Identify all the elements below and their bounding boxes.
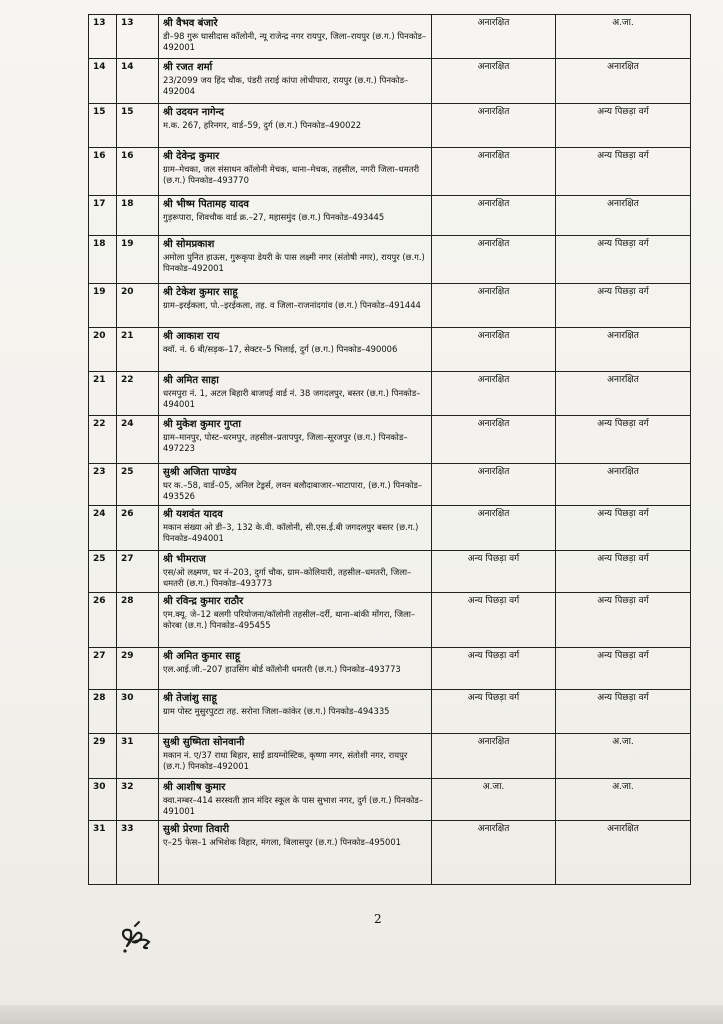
category-applied: अनारक्षित xyxy=(432,734,556,779)
name-address-cell xyxy=(159,690,432,734)
serial-number: 21 xyxy=(89,372,117,416)
category-selected: अन्य पिछड़ा वर्ग xyxy=(556,104,691,148)
category-applied: अनारक्षित xyxy=(432,284,556,328)
serial-number: 20 xyxy=(89,328,117,372)
candidate-address: मकान नं. ए/37 राधा बिहार, साईं डायग्नोस्टिक, कृष्णा नगर, संतोशी नगर, रायपुर (छ.ग.) पिनकोड–492001 xyxy=(163,749,408,771)
category-selected: अन्य पिछड़ा वर्ग xyxy=(556,506,691,551)
name-address-cell xyxy=(159,15,432,59)
category-applied: अनारक्षित xyxy=(432,236,556,284)
serial-number: 27 xyxy=(89,648,117,690)
candidate-address: क्वॉ. नं. 6 बी/सड़क–17, सेक्टर–5 भिलाई, दुर्ग (छ.ग.) पिनकोड–490006 xyxy=(163,343,398,354)
roll-number: 25 xyxy=(117,464,159,506)
serial-number: 17 xyxy=(89,196,117,236)
category-applied: अन्य पिछड़ा वर्ग xyxy=(432,593,556,648)
roll-number: 22 xyxy=(117,372,159,416)
candidate-name: श्री रविन्द्र कुमार राठौर xyxy=(163,596,244,607)
roll-number: 26 xyxy=(117,506,159,551)
category-applied: अनारक्षित xyxy=(432,148,556,196)
category-selected: अन्य पिछड़ा वर्ग xyxy=(556,690,691,734)
category-applied: अनारक्षित xyxy=(432,821,556,885)
roll-number: 21 xyxy=(117,328,159,372)
table-row xyxy=(89,104,691,148)
category-selected: अनारक्षित xyxy=(556,464,691,506)
candidate-name: श्री अमित कुमार साहू xyxy=(163,651,241,662)
serial-number: 28 xyxy=(89,690,117,734)
name-address-cell xyxy=(159,236,432,284)
roll-number: 20 xyxy=(117,284,159,328)
candidate-address: 23/2099 जय हिंद चौक, पंडरी तराई कांपा लोधीपारा, रायपुर (छ.ग.) पिनकोड–492004 xyxy=(163,74,409,96)
roll-number: 18 xyxy=(117,196,159,236)
category-applied: अ.जा. xyxy=(432,779,556,821)
roll-number: 28 xyxy=(117,593,159,648)
category-selected: अन्य पिछड़ा वर्ग xyxy=(556,284,691,328)
candidate-address: ग्राम–मानपुर, पोस्ट–धरमपुर, तहसील–प्रतापपुर, जिला–सूरजपुर (छ.ग.) पिनकोड– 497223 xyxy=(163,431,408,453)
category-selected: अनारक्षित xyxy=(556,372,691,416)
name-address-cell xyxy=(159,464,432,506)
category-selected: अन्य पिछड़ा वर्ग xyxy=(556,648,691,690)
table-row xyxy=(89,416,691,464)
name-address-cell xyxy=(159,104,432,148)
category-selected: अन्य पिछड़ा वर्ग xyxy=(556,593,691,648)
candidate-name: श्री अमित साहा xyxy=(163,375,219,386)
table-row xyxy=(89,236,691,284)
category-applied: अन्य पिछड़ा वर्ग xyxy=(432,551,556,593)
candidate-address: मकान संख्या ओ डी–3, 132 के.वी. कॉलोनी, सी.एस.ई.बी जगदलपुर बस्तर (छ.ग.) पिनकोड–494001 xyxy=(163,521,419,543)
name-address-cell xyxy=(159,593,432,648)
roll-number: 33 xyxy=(117,821,159,885)
name-address-cell xyxy=(159,821,432,885)
candidate-address: गुड़रूपारा, शिवचौक वार्ड क्र.–27, महासमुंद (छ.ग.) पिनकोड–493445 xyxy=(163,211,385,222)
serial-number: 22 xyxy=(89,416,117,464)
serial-number: 14 xyxy=(89,59,117,104)
category-selected: अनारक्षित xyxy=(556,328,691,372)
candidate-address: ग्राम पोस्ट मुसुरपुटटा तह. सरोना जिला–कांकेर (छ.ग.) पिनकोड–494335 xyxy=(163,705,390,716)
candidate-name: श्री उदयन नागेन्द xyxy=(163,107,224,118)
category-applied: अनारक्षित xyxy=(432,328,556,372)
roll-number: 30 xyxy=(117,690,159,734)
serial-number: 15 xyxy=(89,104,117,148)
category-selected: अनारक्षित xyxy=(556,59,691,104)
table-row xyxy=(89,734,691,779)
serial-number: 29 xyxy=(89,734,117,779)
table-row xyxy=(89,15,691,59)
roll-number: 19 xyxy=(117,236,159,284)
candidate-name: श्री आशीष कुमार xyxy=(163,782,226,793)
serial-number: 24 xyxy=(89,506,117,551)
serial-number: 25 xyxy=(89,551,117,593)
table-row xyxy=(89,196,691,236)
serial-number: 23 xyxy=(89,464,117,506)
roll-number: 16 xyxy=(117,148,159,196)
candidate-name: श्री आकाश राय xyxy=(163,331,220,342)
category-selected: अन्य पिछड़ा वर्ग xyxy=(556,551,691,593)
table-row xyxy=(89,779,691,821)
category-applied: अन्य पिछड़ा वर्ग xyxy=(432,648,556,690)
table-row xyxy=(89,648,691,690)
serial-number: 16 xyxy=(89,148,117,196)
category-applied: अनारक्षित xyxy=(432,372,556,416)
category-applied: अनारक्षित xyxy=(432,416,556,464)
table-row xyxy=(89,328,691,372)
serial-number: 13 xyxy=(89,15,117,59)
table-row xyxy=(89,690,691,734)
roll-number: 29 xyxy=(117,648,159,690)
category-selected: अ.जा. xyxy=(556,15,691,59)
serial-number: 26 xyxy=(89,593,117,648)
category-selected: अन्य पिछड़ा वर्ग xyxy=(556,416,691,464)
category-applied: अनारक्षित xyxy=(432,196,556,236)
name-address-cell xyxy=(159,372,432,416)
name-address-cell xyxy=(159,551,432,593)
roll-number: 31 xyxy=(117,734,159,779)
candidate-address: ग्राम–मेचका, जल संसाधन कॉलोनी मेचक, थाना–मेचक, तहसील, नगरी जिला–धमतरी (छ.ग.) पिनकोड–493770 xyxy=(163,163,420,185)
name-address-cell xyxy=(159,734,432,779)
name-address-cell xyxy=(159,416,432,464)
category-applied: अनारक्षित xyxy=(432,104,556,148)
roll-number: 32 xyxy=(117,779,159,821)
candidate-table xyxy=(88,14,691,885)
candidate-name: श्री भीष्म पितामह यादव xyxy=(163,199,249,210)
category-applied: अनारक्षित xyxy=(432,506,556,551)
category-applied: अन्य पिछड़ा वर्ग xyxy=(432,690,556,734)
candidate-table-body xyxy=(89,15,691,885)
serial-number: 18 xyxy=(89,236,117,284)
table-row xyxy=(89,464,691,506)
name-address-cell xyxy=(159,284,432,328)
candidate-address: अमोला पुनित हाऊस, गुरूकृपा डेयरी के पास लक्ष्मी नगर (संतोषी नगर), रायपुर (छ.ग.) पिनकोड–492001 xyxy=(163,251,425,273)
page-bottom-edge xyxy=(0,1005,723,1024)
serial-number: 19 xyxy=(89,284,117,328)
candidate-name: श्री यशवंत यादव xyxy=(163,509,223,520)
name-address-cell xyxy=(159,59,432,104)
candidate-address: ए–25 फेस–1 अभिशेक विहार, मंगला, बिलासपुर (छ.ग.) पिनकोड–495001 xyxy=(163,836,401,847)
category-selected: अनारक्षित xyxy=(556,821,691,885)
candidate-address: धरमपुरा नं. 1, अटल बिहारी बाजपई वार्ड नं. 38 जगदलपुर, बस्तर (छ.ग.) पिनकोड–494001 xyxy=(163,387,421,409)
roll-number: 15 xyxy=(117,104,159,148)
table-row xyxy=(89,59,691,104)
category-applied: अनारक्षित xyxy=(432,464,556,506)
category-applied: अनारक्षित xyxy=(432,59,556,104)
signature-icon xyxy=(115,918,160,958)
candidate-name: श्री तेजांशु साहू xyxy=(163,693,217,704)
category-selected: अ.जा. xyxy=(556,734,691,779)
candidate-name: सुश्री सुष्मिता सोनवानी xyxy=(163,737,245,748)
name-address-cell xyxy=(159,328,432,372)
table-row xyxy=(89,821,691,885)
serial-number: 30 xyxy=(89,779,117,821)
category-selected: अन्य पिछड़ा वर्ग xyxy=(556,148,691,196)
table-row xyxy=(89,506,691,551)
table-row xyxy=(89,551,691,593)
table-row xyxy=(89,372,691,416)
category-selected: अ.जा. xyxy=(556,779,691,821)
category-selected: अन्य पिछड़ा वर्ग xyxy=(556,236,691,284)
candidate-name: श्री देवेन्द्र कुमार xyxy=(163,151,220,162)
table-row xyxy=(89,148,691,196)
name-address-cell xyxy=(159,148,432,196)
candidate-address: क्वा.नम्बर–414 सरस्वती ज्ञान मंदिर स्कूल के पास सुभाश नगर, दुर्ग (छ.ग.) पिनकोड– 491001 xyxy=(163,794,423,816)
roll-number: 24 xyxy=(117,416,159,464)
candidate-address: एम.क्यू. जे–12 बलगी परियोजना/कॉलोनी तहसील–दर्री, थाना–बांकी मोंगरा, जिला–कोरबा (छ.ग.) पिनकोड–495455 xyxy=(163,608,416,630)
candidate-address: घर क.–58, वार्ड–05, अनिल टेड्रर्स, लवन बलौदाबाजार–भाटापारा, (छ.ग.) पिनकोड–493526 xyxy=(163,479,423,501)
name-address-cell xyxy=(159,779,432,821)
candidate-name: सुश्री अजिता पाण्डेय xyxy=(163,467,237,478)
candidate-address: एस/ओ लक्ष्मण, घर नं–203, दुर्गा चौक, ग्राम–कोलियारी, तहसील–धमतरी, जिला–धमतरी (छ.ग.) पिनकोड–493773 xyxy=(163,566,412,588)
candidate-name: श्री सोमप्रकाश xyxy=(163,239,215,250)
candidate-address: म.क. 267, हरिनगर, वार्ड–59, दुर्ग (छ.ग.) पिनकोड–490022 xyxy=(163,119,362,130)
page-number: 2 xyxy=(374,912,382,926)
candidate-name: श्री वैभव बंजारे xyxy=(163,18,218,29)
name-address-cell xyxy=(159,648,432,690)
candidate-name: श्री मुकेश कुमार गुप्ता xyxy=(163,419,241,430)
category-selected: अनारक्षित xyxy=(556,196,691,236)
name-address-cell xyxy=(159,196,432,236)
roll-number: 27 xyxy=(117,551,159,593)
name-address-cell xyxy=(159,506,432,551)
candidate-name: श्री टेकेश कुमार साहू xyxy=(163,287,238,298)
candidate-address: ग्राम–इरईकला, पो.–इरईकला, तह. व जिला–राजनांदगांव (छ.ग.) पिनकोड–491444 xyxy=(163,299,421,310)
table-row xyxy=(89,284,691,328)
roll-number: 13 xyxy=(117,15,159,59)
candidate-name: सुश्री प्रेरणा तिवारी xyxy=(163,824,230,835)
serial-number: 31 xyxy=(89,821,117,885)
roll-number: 14 xyxy=(117,59,159,104)
candidate-address: डी–98 गुरू घासीदास कॉलोनी, न्यू राजेन्द्र नगर रायपुर, जिला–रायपुर (छ.ग.) पिनकोड–492001 xyxy=(163,30,427,52)
table-row xyxy=(89,593,691,648)
candidate-name: श्री भीमराज xyxy=(163,554,206,565)
candidate-address: एल.आई.जी.–207 हाउसिंग बोर्ड कॉलोनी धमतरी (छ.ग.) पिनकोड–493773 xyxy=(163,663,401,674)
candidate-name: श्री रजत शर्मा xyxy=(163,62,213,73)
category-applied: अनारक्षित xyxy=(432,15,556,59)
